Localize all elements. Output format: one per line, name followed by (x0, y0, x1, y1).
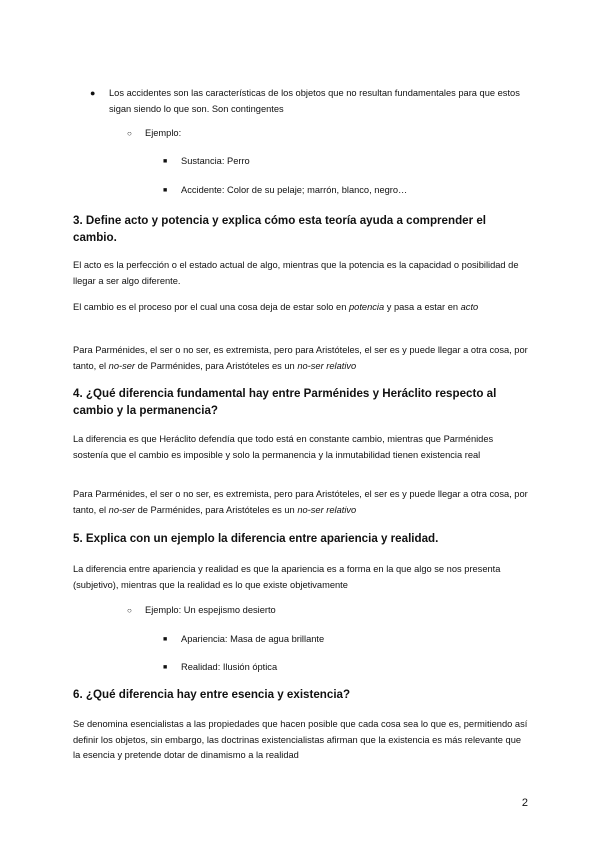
heading-q6: 6. ¿Qué diferencia hay entre esencia y existencia? (73, 688, 351, 701)
list-item-espejismo: Ejemplo: Un espejismo desierto (145, 605, 276, 615)
list-item-accidente: Accidente: Color de su pelaje; marrón, blanco, negro… (181, 185, 408, 195)
page-number: 2 (521, 797, 528, 809)
square-bullet: ■ (163, 158, 168, 165)
heading-q5: 5. Explica con un ejemplo la diferencia entre apariencia y realidad. (73, 532, 439, 545)
paragraph-q3-acto: El acto es la perfección o el estado actual de algo, mientras que la potencia es la capacidad o posibilidad de llegar a ser algo diferente. (73, 260, 519, 286)
paragraph-q4-diferencia: La diferencia es que Heráclito defendía que todo está en constante cambio, mientras que Parménides sostenía que el cambio es imposible y solo la permanencia y la inmutabilidad tienen existencia real (73, 434, 494, 460)
disc-bullet: ● (90, 88, 96, 98)
square-bullet: ■ (163, 187, 168, 194)
paragraph-q3-cambio: El cambio es el proceso por el cual una cosa deja de estar solo en potencia y pasa a estar en acto (73, 302, 479, 312)
paragraph-q5-diferencia: La diferencia entre apariencia y realidad es que la apariencia es a forma en la que algo se nos presenta (subjetivo), mientras que la realidad es lo que existe objetivamente (73, 564, 501, 590)
list-item-sustancia: Sustancia: Perro (181, 156, 250, 166)
paragraph-q3-parmenides: Para Parménides, el ser o no ser, es extremista, pero para Aristóteles, el ser es y puede llegar a otra cosa, por tanto, el no-ser de Parménides, para Aristóteles es un no-ser relativo (73, 345, 528, 371)
list-item-apariencia: Apariencia: Masa de agua brillante (181, 634, 325, 644)
square-bullet: ■ (163, 636, 168, 643)
circle-bullet: ○ (127, 606, 132, 615)
heading-q3: 3. Define acto y potencia y explica cómo esta teoría ayuda a comprender el cambio. (73, 214, 487, 244)
square-bullet: ■ (163, 664, 168, 671)
list-item-realidad: Realidad: Ilusión óptica (181, 662, 278, 672)
paragraph-q6-esencia: Se denomina esencialistas a las propiedades que hacen posible que cada cosa sea lo que es, permitiendo así definir los objetos, sin embargo, las doctrinas existencialistas afirman que la existencia es más relevante que la esencia y pretende dotar de dinamismo a la realidad (73, 719, 528, 760)
paragraph-q4-parmenides: Para Parménides, el ser o no ser, es extremista, pero para Aristóteles, el ser es y puede llegar a otra cosa, por tanto, el no-ser de Parménides, para Aristóteles es un no-ser relativo (73, 489, 528, 515)
list-item-ejemplo: Ejemplo: (145, 128, 182, 138)
list-item-accidentes: Los accidentes son las características de los objetos que no resultan fundamentales para que estos sigan siendo lo que son. Son contingentes (109, 88, 520, 114)
heading-q4: 4. ¿Qué diferencia fundamental hay entre Parménides y Heráclito respecto al cambio y la permanencia? (73, 387, 497, 417)
circle-bullet: ○ (127, 129, 132, 138)
